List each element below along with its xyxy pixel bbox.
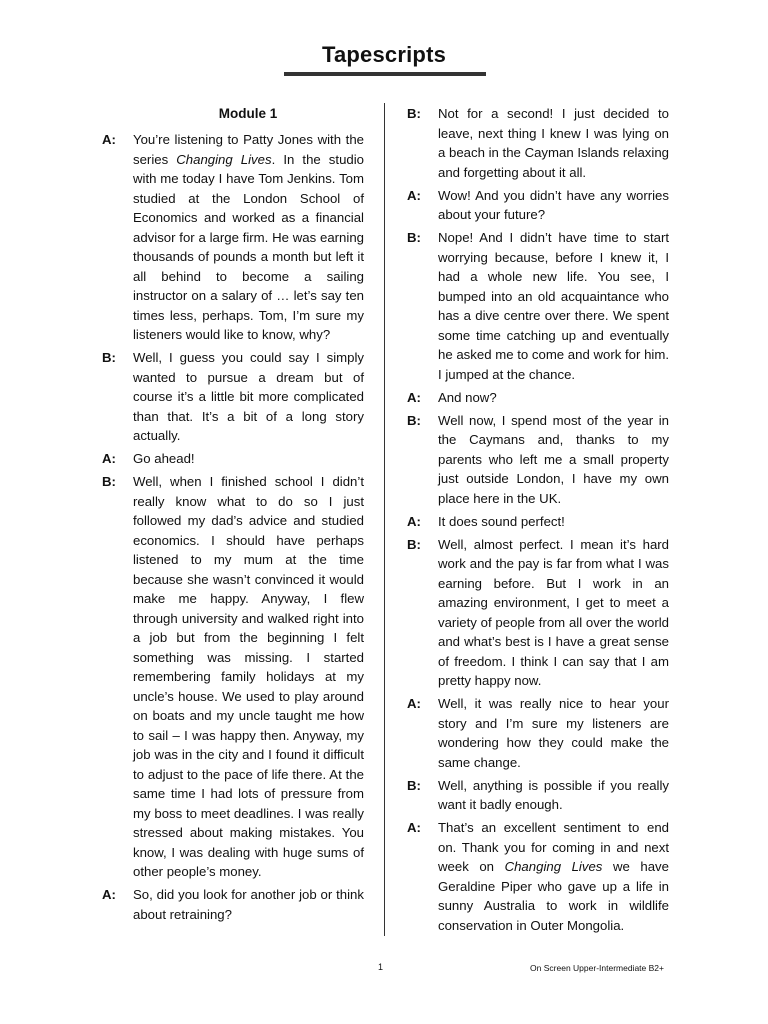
right-column bbox=[407, 104, 669, 939]
dialogue-text-part: Well, when I finished school I didn’t really know what to do so I just followed my dad’s advice and studied economics. I should have perhaps listened to my mum at the time because she wasn’t convinced it would make me happy. Anyway, I flew through university and walked right into a job but from the beginning I felt something was missing. I started remembering family holidays at my uncle’s house. We used to play around on boats and my uncle taught me how to sail – I was happy then. Anyway, my job was in the city and I found it difficult to adjust to the pace of life there. At the same time I had lots of pressure from my boss to meet deadlines. I was really stressed about making mistakes. You know, I was dealing with huge sums of other people’s money. bbox=[133, 474, 364, 879]
dialogue-turn bbox=[102, 130, 364, 345]
show-title-italic: Changing Lives bbox=[504, 859, 603, 874]
dialogue-text-part: Well now, I spend most of the year in the Caymans and, thanks to my parents who left me a small property just outside London, I have my own place here in the UK. bbox=[438, 412, 669, 506]
dialogue-turn bbox=[102, 348, 364, 446]
dialogue-turn bbox=[407, 776, 669, 815]
dialogue-text bbox=[133, 130, 364, 345]
dialogue-turn bbox=[407, 228, 669, 384]
dialogue-text bbox=[438, 535, 669, 691]
speaker-label: A: bbox=[407, 389, 421, 405]
dialogue-text-part: we have Geraldine Piper who gave up a life in sunny Australia to work in wildlife conservation in Outer Mongolia. bbox=[438, 859, 669, 933]
speaker-label: A: bbox=[407, 820, 421, 835]
dialogue-text-part: Nope! And I didn’t have time to start worrying because, before I knew it, I had a whole new life. You see, I bumped into an old acquaintance who has a dive centre over there. We spent some time catching up and eventually he asked me to come and work for him. I jumped at the chance. bbox=[438, 230, 669, 382]
title-underline bbox=[284, 72, 486, 76]
footer-credit: On Screen Upper-Intermediate B2+ bbox=[530, 963, 664, 973]
dialogue-turn bbox=[102, 449, 364, 469]
speaker-label: A: bbox=[102, 132, 116, 147]
dialogue-text-part: Well, anything is possible if you really want it badly enough. bbox=[438, 777, 669, 812]
dialogue-text-part: Well, almost perfect. I mean it’s hard work and the pay is far from what I was earning before. But I work in an amazing environment, I get to meet a variety of people from all over the world and what’s best is I have a great sense of freedom. I think I can say that I am pretty happy now. bbox=[438, 536, 669, 688]
dialogue-text bbox=[438, 388, 669, 408]
dialogue-turn bbox=[102, 472, 364, 882]
dialogue-text-part: It does sound perfect! bbox=[438, 513, 565, 529]
left-dialogue bbox=[102, 130, 364, 924]
dialogue-turn bbox=[407, 411, 669, 509]
dialogue-turn bbox=[407, 186, 669, 225]
dialogue-text-part: Go ahead! bbox=[133, 451, 195, 466]
dialogue-text bbox=[438, 228, 669, 384]
dialogue-text bbox=[438, 694, 669, 772]
dialogue-text bbox=[438, 186, 669, 225]
speaker-label: B: bbox=[407, 777, 421, 793]
dialogue-text-part: Well, it was really nice to hear your story and I’m sure my listeners are wondering how they could make the same change. bbox=[438, 696, 669, 770]
speaker-label: A: bbox=[407, 513, 421, 529]
dialogue-text bbox=[133, 885, 364, 924]
dialogue-text-part: Well, I guess you could say I simply wanted to pursue a dream but of course it’s a little bit more complicated than that. It’s a bit of a long story actually. bbox=[133, 350, 364, 443]
speaker-label: A: bbox=[102, 451, 116, 466]
dialogue-text-part: You’re listening to Patty Jones with the series bbox=[133, 132, 364, 167]
right-dialogue bbox=[407, 104, 669, 935]
dialogue-turn bbox=[407, 535, 669, 691]
dialogue-turn bbox=[102, 885, 364, 924]
speaker-label: A: bbox=[102, 887, 116, 902]
dialogue-text bbox=[133, 472, 364, 882]
dialogue-text-part: And now? bbox=[438, 389, 497, 405]
dialogue-text bbox=[438, 818, 669, 935]
page-number: 1 bbox=[378, 962, 384, 972]
column-divider bbox=[384, 103, 385, 936]
speaker-label: B: bbox=[407, 230, 421, 245]
dialogue-text-part: Wow! And you didn’t have any worries about your future? bbox=[438, 187, 669, 222]
module-heading: Module 1 bbox=[218, 106, 278, 121]
dialogue-turn bbox=[407, 388, 669, 408]
dialogue-text bbox=[438, 512, 669, 532]
left-column bbox=[102, 104, 364, 928]
dialogue-text bbox=[438, 411, 669, 509]
dialogue-text-part: So, did you look for another job or think about retraining? bbox=[133, 887, 364, 922]
dialogue-text bbox=[133, 449, 364, 469]
dialogue-turn bbox=[407, 104, 669, 182]
dialogue-turn bbox=[407, 512, 669, 532]
dialogue-turn bbox=[407, 818, 669, 935]
page-title: Tapescripts bbox=[321, 42, 447, 67]
dialogue-text-part: Not for a second! I just decided to leave, next thing I knew I was lying on a beach in the Cayman Islands relaxing and forgetting about it all. bbox=[438, 106, 669, 180]
dialogue-text-part: That’s an excellent sentiment to end on. Thank you for coming in and next week on bbox=[438, 820, 669, 874]
speaker-label: B: bbox=[407, 536, 421, 552]
speaker-label: B: bbox=[407, 106, 421, 121]
speaker-label: A: bbox=[407, 696, 421, 711]
speaker-label: A: bbox=[407, 187, 421, 203]
dialogue-text-part: . In the studio with me today I have Tom Jenkins. Tom studied at the London School of Economics and worked as a financial advisor for a large firm. He was earning thousands of pounds a month but left it all behind to become a sailing instructor on a salary of … let’s say ten times less, perhaps. Tom, I’m sure my listeners would like to know, why? bbox=[133, 151, 364, 342]
dialogue-text bbox=[438, 104, 669, 182]
speaker-label: B: bbox=[407, 412, 421, 428]
speaker-label: B: bbox=[102, 350, 116, 365]
dialogue-text bbox=[133, 348, 364, 446]
show-title-italic: Changing Lives bbox=[176, 151, 272, 167]
speaker-label: B: bbox=[102, 474, 116, 489]
dialogue-turn bbox=[407, 694, 669, 772]
dialogue-text bbox=[438, 776, 669, 815]
